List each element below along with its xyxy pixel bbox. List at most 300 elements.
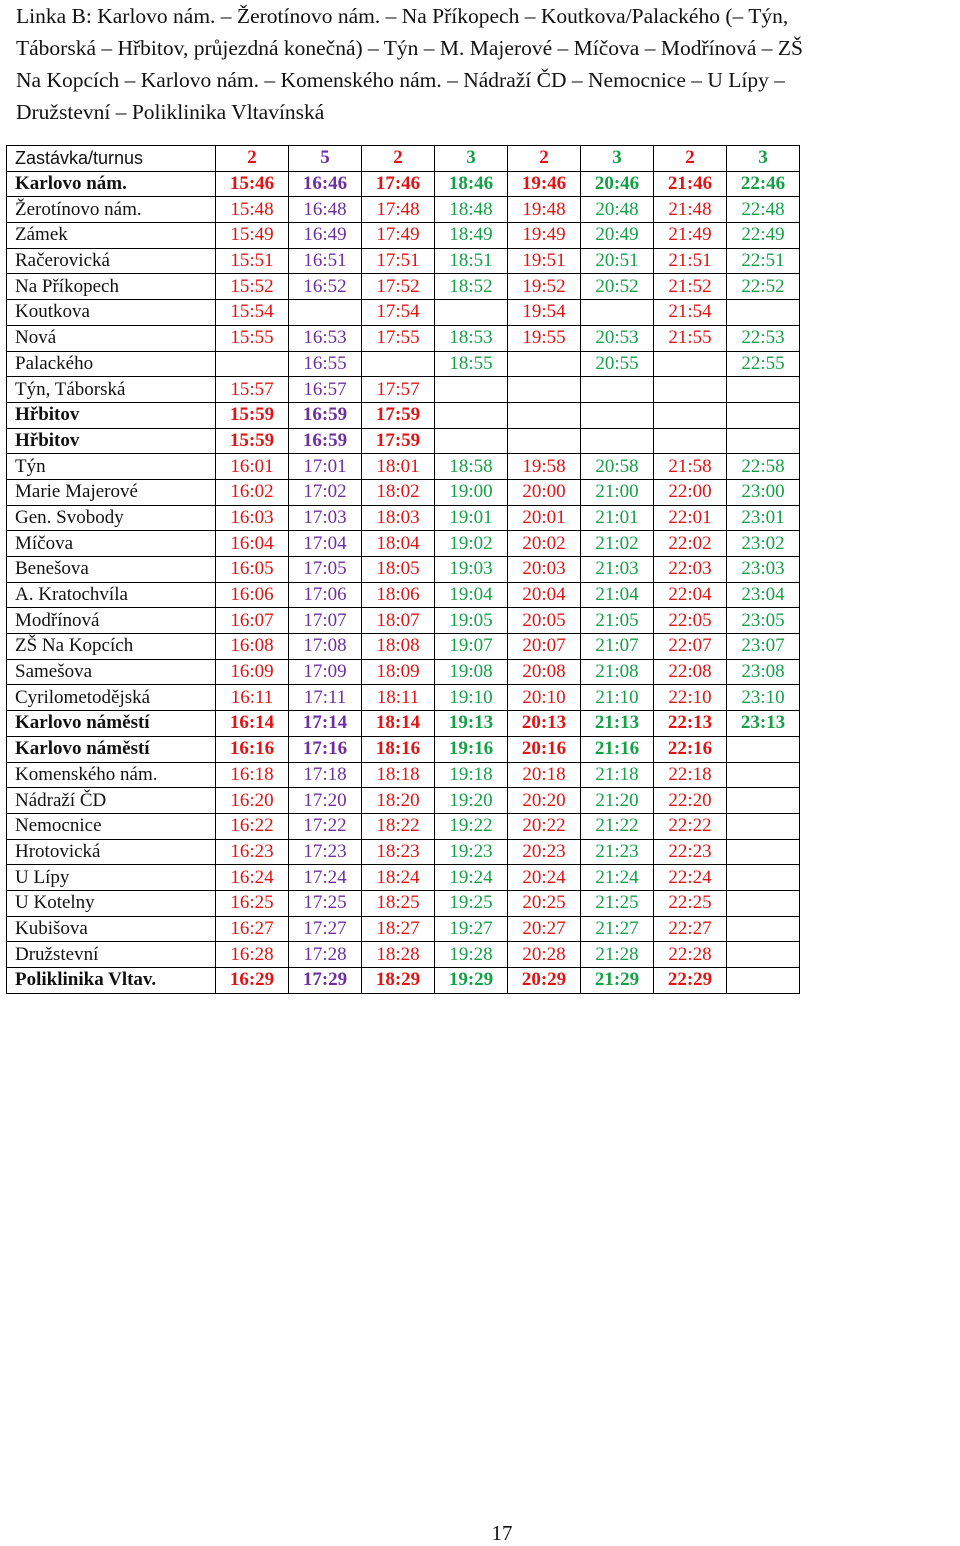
departure-time: 18:07 — [362, 608, 435, 634]
departure-time: 16:48 — [289, 197, 362, 223]
departure-time: 20:03 — [508, 557, 581, 583]
departure-time: 19:05 — [435, 608, 508, 634]
departure-time: 20:51 — [581, 248, 654, 274]
departure-time — [508, 402, 581, 428]
departure-time: 22:28 — [654, 942, 727, 968]
departure-time: 15:54 — [216, 300, 289, 326]
stop-name: A. Kratochvíla — [7, 582, 216, 608]
departure-time — [435, 377, 508, 403]
stop-name: Nemocnice — [7, 813, 216, 839]
departure-time: 20:05 — [508, 608, 581, 634]
stop-name: Karlovo náměstí — [7, 736, 216, 762]
turnus-number: 2 — [362, 146, 435, 172]
departure-time: 21:46 — [654, 171, 727, 197]
departure-time: 20:28 — [508, 942, 581, 968]
departure-time: 19:02 — [435, 531, 508, 557]
stop-name: Koutkova — [7, 300, 216, 326]
table-row — [7, 351, 800, 377]
departure-time: 17:06 — [289, 582, 362, 608]
departure-time: 20:16 — [508, 736, 581, 762]
departure-time: 18:14 — [362, 711, 435, 737]
stop-name: ZŠ Na Kopcích — [7, 634, 216, 660]
departure-time: 17:11 — [289, 685, 362, 711]
table-row — [7, 685, 800, 711]
departure-time: 20:18 — [508, 762, 581, 788]
table-row — [7, 479, 800, 505]
departure-time: 16:24 — [216, 865, 289, 891]
departure-time — [727, 890, 800, 916]
departure-time: 16:09 — [216, 659, 289, 685]
departure-time: 23:13 — [727, 711, 800, 737]
stop-name: Na Příkopech — [7, 274, 216, 300]
departure-time: 15:51 — [216, 248, 289, 274]
table-row — [7, 223, 800, 249]
stop-name: Cyrilometodějská — [7, 685, 216, 711]
departure-time: 20:27 — [508, 916, 581, 942]
departure-time: 16:52 — [289, 274, 362, 300]
departure-time: 19:20 — [435, 788, 508, 814]
stop-name: Benešova — [7, 557, 216, 583]
departure-time: 22:18 — [654, 762, 727, 788]
departure-time: 16:23 — [216, 839, 289, 865]
departure-time: 17:03 — [289, 505, 362, 531]
turnus-number: 3 — [581, 146, 654, 172]
departure-time: 21:48 — [654, 197, 727, 223]
departure-time — [727, 736, 800, 762]
table-row — [7, 557, 800, 583]
table-row — [7, 197, 800, 223]
departure-time: 17:48 — [362, 197, 435, 223]
departure-time — [654, 402, 727, 428]
departure-time — [289, 300, 362, 326]
departure-time — [508, 377, 581, 403]
timetable-body — [7, 146, 800, 994]
departure-time: 16:25 — [216, 890, 289, 916]
departure-time: 21:27 — [581, 916, 654, 942]
departure-time: 21:51 — [654, 248, 727, 274]
departure-time: 19:23 — [435, 839, 508, 865]
departure-time: 21:01 — [581, 505, 654, 531]
departure-time: 16:53 — [289, 325, 362, 351]
departure-time: 22:10 — [654, 685, 727, 711]
stop-name: Družstevní — [7, 942, 216, 968]
departure-time: 22:04 — [654, 582, 727, 608]
departure-time — [727, 377, 800, 403]
table-row — [7, 402, 800, 428]
departure-time: 20:29 — [508, 968, 581, 994]
departure-time: 18:18 — [362, 762, 435, 788]
departure-time: 17:20 — [289, 788, 362, 814]
page-title — [16, 0, 951, 128]
departure-time — [654, 428, 727, 454]
departure-time: 17:46 — [362, 171, 435, 197]
departure-time: 23:10 — [727, 685, 800, 711]
departure-time — [581, 300, 654, 326]
turnus-number: 3 — [727, 146, 800, 172]
turnus-number: 2 — [216, 146, 289, 172]
stop-name: Žerotínovo nám. — [7, 197, 216, 223]
departure-time: 18:23 — [362, 839, 435, 865]
stop-name: U Lípy — [7, 865, 216, 891]
stop-name: U Kotelny — [7, 890, 216, 916]
departure-time: 16:59 — [289, 428, 362, 454]
table-row — [7, 711, 800, 737]
departure-time: 18:55 — [435, 351, 508, 377]
departure-time: 16:22 — [216, 813, 289, 839]
turnus-number: 2 — [508, 146, 581, 172]
departure-time: 21:05 — [581, 608, 654, 634]
table-row — [7, 659, 800, 685]
departure-time: 21:07 — [581, 634, 654, 660]
departure-time: 20:00 — [508, 479, 581, 505]
stop-name: Nádraží ČD — [7, 788, 216, 814]
departure-time: 20:20 — [508, 788, 581, 814]
departure-time: 17:07 — [289, 608, 362, 634]
departure-time: 17:59 — [362, 428, 435, 454]
turnus-number: 3 — [435, 146, 508, 172]
table-row — [7, 634, 800, 660]
turnus-number: 5 — [289, 146, 362, 172]
departure-time: 15:48 — [216, 197, 289, 223]
departure-time: 16:20 — [216, 788, 289, 814]
table-row — [7, 736, 800, 762]
departure-time: 21:00 — [581, 479, 654, 505]
stop-name: Poliklinika Vltav. — [7, 968, 216, 994]
departure-time: 18:53 — [435, 325, 508, 351]
departure-time: 16:16 — [216, 736, 289, 762]
departure-time: 19:18 — [435, 762, 508, 788]
departure-time — [654, 351, 727, 377]
departure-time: 21:02 — [581, 531, 654, 557]
table-row — [7, 428, 800, 454]
departure-time: 17:27 — [289, 916, 362, 942]
departure-time: 18:04 — [362, 531, 435, 557]
stop-name: Račerovická — [7, 248, 216, 274]
departure-time: 17:55 — [362, 325, 435, 351]
departure-time: 21:08 — [581, 659, 654, 685]
departure-time — [362, 351, 435, 377]
departure-time — [727, 942, 800, 968]
departure-time: 18:28 — [362, 942, 435, 968]
departure-time: 23:03 — [727, 557, 800, 583]
departure-time: 20:49 — [581, 223, 654, 249]
departure-time — [727, 968, 800, 994]
departure-time: 20:01 — [508, 505, 581, 531]
departure-time: 21:24 — [581, 865, 654, 891]
departure-time: 19:13 — [435, 711, 508, 737]
departure-time: 20:07 — [508, 634, 581, 660]
departure-time: 19:25 — [435, 890, 508, 916]
departure-time: 20:04 — [508, 582, 581, 608]
departure-time: 19:08 — [435, 659, 508, 685]
departure-time: 20:22 — [508, 813, 581, 839]
table-row — [7, 377, 800, 403]
departure-time: 18:51 — [435, 248, 508, 274]
departure-time — [727, 865, 800, 891]
departure-time: 18:58 — [435, 454, 508, 480]
departure-time: 16:02 — [216, 479, 289, 505]
departure-time: 16:59 — [289, 402, 362, 428]
departure-time: 22:01 — [654, 505, 727, 531]
departure-time: 19:04 — [435, 582, 508, 608]
departure-time: 17:18 — [289, 762, 362, 788]
departure-time: 18:09 — [362, 659, 435, 685]
departure-time: 18:52 — [435, 274, 508, 300]
table-row — [7, 325, 800, 351]
departure-time: 18:20 — [362, 788, 435, 814]
departure-time: 17:52 — [362, 274, 435, 300]
departure-time: 19:48 — [508, 197, 581, 223]
departure-time: 21:13 — [581, 711, 654, 737]
departure-time: 21:49 — [654, 223, 727, 249]
departure-time: 19:22 — [435, 813, 508, 839]
departure-time: 16:51 — [289, 248, 362, 274]
departure-time: 19:01 — [435, 505, 508, 531]
stop-name: Karlovo nám. — [7, 171, 216, 197]
departure-time: 20:46 — [581, 171, 654, 197]
departure-time: 18:46 — [435, 171, 508, 197]
departure-time: 15:59 — [216, 428, 289, 454]
departure-time: 15:52 — [216, 274, 289, 300]
timetable — [6, 145, 800, 994]
departure-time — [727, 428, 800, 454]
departure-time: 21:58 — [654, 454, 727, 480]
table-row — [7, 171, 800, 197]
table-row — [7, 942, 800, 968]
departure-time: 21:25 — [581, 890, 654, 916]
header-row — [7, 146, 800, 172]
departure-time: 22:16 — [654, 736, 727, 762]
departure-time: 21:04 — [581, 582, 654, 608]
stop-name: Komenského nám. — [7, 762, 216, 788]
departure-time: 18:27 — [362, 916, 435, 942]
departure-time: 19:28 — [435, 942, 508, 968]
departure-time: 17:14 — [289, 711, 362, 737]
departure-time: 17:59 — [362, 402, 435, 428]
departure-time: 17:16 — [289, 736, 362, 762]
table-row — [7, 300, 800, 326]
departure-time: 20:10 — [508, 685, 581, 711]
departure-time: 20:13 — [508, 711, 581, 737]
stop-name: Karlovo náměstí — [7, 711, 216, 737]
departure-time: 17:02 — [289, 479, 362, 505]
departure-time: 20:58 — [581, 454, 654, 480]
departure-time: 18:16 — [362, 736, 435, 762]
departure-time: 19:58 — [508, 454, 581, 480]
departure-time: 23:04 — [727, 582, 800, 608]
departure-time: 18:24 — [362, 865, 435, 891]
departure-time: 19:00 — [435, 479, 508, 505]
departure-time: 19:51 — [508, 248, 581, 274]
departure-time: 21:29 — [581, 968, 654, 994]
table-row — [7, 531, 800, 557]
stop-name: Týn, Táborská — [7, 377, 216, 403]
stop-name: Míčova — [7, 531, 216, 557]
title-line: Družstevní – Poliklinika Vltavínská — [16, 100, 325, 124]
departure-time: 19:16 — [435, 736, 508, 762]
table-row — [7, 865, 800, 891]
turnus-number: 2 — [654, 146, 727, 172]
departure-time: 22:07 — [654, 634, 727, 660]
title-line: Táborská – Hřbitov, průjezdná konečná) – Týn – M. Majerové – Míčova – Modřínová – ZŠ — [16, 36, 803, 60]
departure-time — [581, 428, 654, 454]
departure-time: 20:55 — [581, 351, 654, 377]
departure-time: 18:03 — [362, 505, 435, 531]
stop-name: Marie Majerové — [7, 479, 216, 505]
table-row — [7, 890, 800, 916]
departure-time — [581, 402, 654, 428]
table-row — [7, 762, 800, 788]
departure-time: 23:02 — [727, 531, 800, 557]
departure-time: 20:25 — [508, 890, 581, 916]
departure-time — [654, 377, 727, 403]
departure-time — [435, 402, 508, 428]
departure-time: 19:03 — [435, 557, 508, 583]
departure-time — [727, 788, 800, 814]
departure-time: 21:52 — [654, 274, 727, 300]
departure-time: 17:49 — [362, 223, 435, 249]
departure-time: 19:10 — [435, 685, 508, 711]
departure-time — [727, 762, 800, 788]
departure-time: 17:51 — [362, 248, 435, 274]
title-line: Na Kopcích – Karlovo nám. – Komenského nám. – Nádraží ČD – Nemocnice – U Lípy – — [16, 68, 786, 92]
departure-time: 16:11 — [216, 685, 289, 711]
departure-time: 22:55 — [727, 351, 800, 377]
departure-time: 21:10 — [581, 685, 654, 711]
page-number: 17 — [491, 1521, 513, 1545]
departure-time: 21:28 — [581, 942, 654, 968]
departure-time: 18:05 — [362, 557, 435, 583]
departure-time: 22:58 — [727, 454, 800, 480]
departure-time: 17:25 — [289, 890, 362, 916]
departure-time: 20:23 — [508, 839, 581, 865]
departure-time: 23:08 — [727, 659, 800, 685]
departure-time: 21:22 — [581, 813, 654, 839]
departure-time: 22:00 — [654, 479, 727, 505]
departure-time: 22:25 — [654, 890, 727, 916]
departure-time: 17:29 — [289, 968, 362, 994]
departure-time: 19:52 — [508, 274, 581, 300]
departure-time: 22:23 — [654, 839, 727, 865]
stop-name: Gen. Svobody — [7, 505, 216, 531]
departure-time: 16:05 — [216, 557, 289, 583]
departure-time: 20:08 — [508, 659, 581, 685]
departure-time: 16:04 — [216, 531, 289, 557]
departure-time: 22:02 — [654, 531, 727, 557]
departure-time: 22:05 — [654, 608, 727, 634]
header-label: Zastávka/turnus — [7, 146, 216, 172]
departure-time: 20:48 — [581, 197, 654, 223]
departure-time: 18:02 — [362, 479, 435, 505]
departure-time: 20:02 — [508, 531, 581, 557]
departure-time: 18:11 — [362, 685, 435, 711]
title-line: Linka B: Karlovo nám. – Žerotínovo nám. – Na Příkopech – Koutkova/Palackého (– Týn, — [16, 4, 789, 28]
departure-time: 23:01 — [727, 505, 800, 531]
stop-name: Modřínová — [7, 608, 216, 634]
departure-time: 22:20 — [654, 788, 727, 814]
stop-name: Týn — [7, 454, 216, 480]
table-row — [7, 839, 800, 865]
departure-time: 16:14 — [216, 711, 289, 737]
departure-time: 16:55 — [289, 351, 362, 377]
departure-time: 19:55 — [508, 325, 581, 351]
departure-time: 16:28 — [216, 942, 289, 968]
departure-time: 16:01 — [216, 454, 289, 480]
departure-time — [216, 351, 289, 377]
table-row — [7, 968, 800, 994]
departure-time: 18:22 — [362, 813, 435, 839]
departure-time: 17:28 — [289, 942, 362, 968]
departure-time: 21:23 — [581, 839, 654, 865]
departure-time: 17:57 — [362, 377, 435, 403]
departure-time — [727, 813, 800, 839]
departure-time: 15:46 — [216, 171, 289, 197]
departure-time — [727, 839, 800, 865]
departure-time: 21:18 — [581, 762, 654, 788]
departure-time — [508, 428, 581, 454]
departure-time: 16:06 — [216, 582, 289, 608]
departure-time — [435, 428, 508, 454]
departure-time: 18:48 — [435, 197, 508, 223]
departure-time: 19:27 — [435, 916, 508, 942]
departure-time: 17:24 — [289, 865, 362, 891]
stop-name: Zámek — [7, 223, 216, 249]
table-row — [7, 582, 800, 608]
departure-time: 17:22 — [289, 813, 362, 839]
departure-time: 19:07 — [435, 634, 508, 660]
departure-time: 16:03 — [216, 505, 289, 531]
stop-name: Hřbitov — [7, 402, 216, 428]
departure-time: 19:49 — [508, 223, 581, 249]
departure-time: 19:29 — [435, 968, 508, 994]
departure-time: 22:48 — [727, 197, 800, 223]
departure-time: 18:49 — [435, 223, 508, 249]
departure-time — [508, 351, 581, 377]
departure-time: 19:54 — [508, 300, 581, 326]
departure-time: 18:01 — [362, 454, 435, 480]
departure-time: 22:08 — [654, 659, 727, 685]
departure-time: 21:20 — [581, 788, 654, 814]
departure-time: 15:57 — [216, 377, 289, 403]
departure-time: 15:49 — [216, 223, 289, 249]
departure-time: 17:08 — [289, 634, 362, 660]
departure-time: 22:27 — [654, 916, 727, 942]
departure-time: 21:03 — [581, 557, 654, 583]
stop-name: Hrotovická — [7, 839, 216, 865]
departure-time: 16:49 — [289, 223, 362, 249]
stop-name: Samešova — [7, 659, 216, 685]
stop-name: Nová — [7, 325, 216, 351]
departure-time: 19:24 — [435, 865, 508, 891]
departure-time — [727, 916, 800, 942]
departure-time: 16:27 — [216, 916, 289, 942]
stop-name: Palackého — [7, 351, 216, 377]
departure-time: 16:57 — [289, 377, 362, 403]
departure-time: 16:08 — [216, 634, 289, 660]
departure-time: 16:07 — [216, 608, 289, 634]
departure-time: 22:49 — [727, 223, 800, 249]
departure-time: 23:05 — [727, 608, 800, 634]
departure-time: 19:46 — [508, 171, 581, 197]
departure-time: 17:54 — [362, 300, 435, 326]
departure-time: 23:00 — [727, 479, 800, 505]
departure-time: 20:53 — [581, 325, 654, 351]
departure-time: 23:07 — [727, 634, 800, 660]
departure-time: 22:22 — [654, 813, 727, 839]
departure-time: 20:52 — [581, 274, 654, 300]
departure-time: 22:13 — [654, 711, 727, 737]
departure-time — [727, 402, 800, 428]
